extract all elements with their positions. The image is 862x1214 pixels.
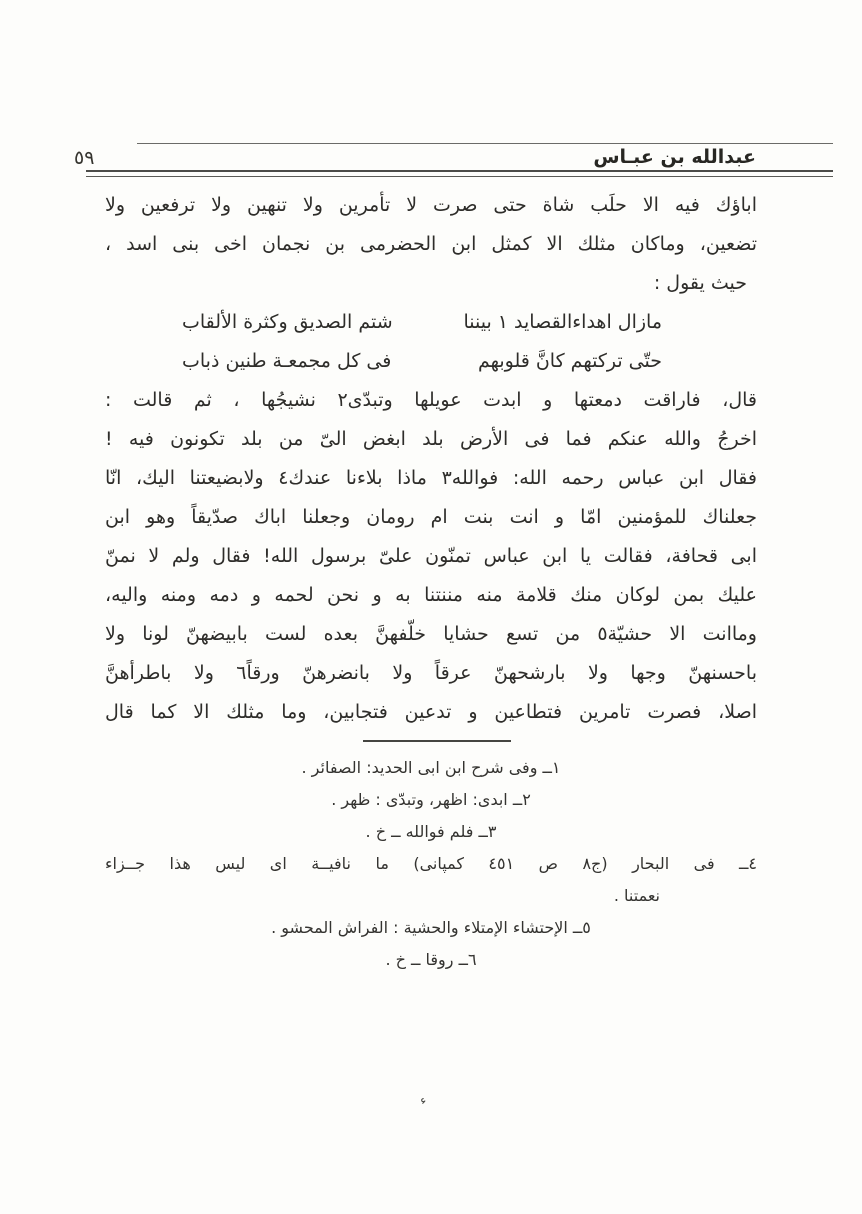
text-line: باحسنهنّ وجها ولا بارشحهنّ عرقاً ولا بانضرهنّ ورقاً٦ ولا باطرأهنَّ	[105, 662, 757, 684]
text-line: فقال ابن عباس رحمه الله: فوالله٣ ماذا بلاءنا عندك٤ ولابضيعتنا اليك، انّا	[105, 467, 757, 489]
text-line: وماانت الا حشيّة٥ من تسع حشايا خلّفهنَّ بعده لست بابيضهنّ لونا ولا	[105, 623, 757, 645]
text-line: اباؤك فيه الا حلَب شاة حتى صرت لا تأمرين ولا تنهين ولا ترفعين ولا	[105, 194, 757, 216]
text-line: ابى قحافة، فقالت يا ابن عباس تمنّون علىّ برسول الله! فقال ولم لا نمنّ	[105, 545, 757, 567]
footnote-1: ١ــ وفى شرح ابن ابى الحديد: الصفائر .	[301, 758, 561, 777]
stray-ink-mark: ء	[417, 1092, 429, 1108]
text-line: اصلا، فصرت تامرين فتطاعين و تدعين فتجابين، وما مثلك الا كما قال	[105, 701, 757, 723]
footnote-6: ٦ــ روقا ــ خ .	[385, 950, 477, 969]
poetry-line	[182, 303, 662, 342]
page-number: ٥٩	[74, 147, 95, 169]
footnote-separator-rule	[363, 740, 511, 742]
footnote-5: ٥ــ الإحتشاء الإمتلاء والحشية : الفراش المحشو .	[271, 918, 591, 937]
hemistich-left: فى كل مجمعـة طنين ذباب	[182, 350, 392, 372]
text-line: تضعين، وماكان مثلك الا كمثل ابن الحضرمى بن نجمان اخى بنى اسد ،	[105, 233, 757, 255]
text-line: قال، فاراقت دمعتها و ابدت عويلها وتبدّى٢ نشيجُها ، ثم قالت :	[105, 389, 757, 411]
footnote-4-line-1: ٤ــ فى البحار (ج٨ ص ٤٥١ كمپانى) ما نافيــة اى ليس هذا جــزاء	[105, 854, 757, 873]
footnotes-block	[105, 752, 757, 976]
footnote-4-line-2: نعمتنا .	[613, 886, 660, 905]
footnote-3: ٣ــ فلم فوالله ــ خ .	[365, 822, 497, 841]
hemistich-right: مازال اهداءالقصايد ١ بيننا	[463, 311, 662, 333]
footnote-2: ٢ــ ابدى: اظهر، وتبدّى : ظهر .	[331, 790, 531, 809]
text-line: حيث يقول :	[653, 272, 747, 294]
text-line: عليك بمن لوكان منك قلامة منه مننتنا به و نحن لحمه و دمه ومنه واليه،	[105, 584, 757, 606]
text-line: جعلناك للمؤمنين امّا و انت بنت ام رومان وجعلنا اباك صدّيقاً وهو ابن	[105, 506, 757, 528]
header-top-rule	[137, 143, 833, 144]
hemistich-left: شتم الصديق وكثرة الألقاب	[182, 311, 393, 333]
text-line: اخرجُ والله عنكم فما فى الأرض بلد ابغض الىّ من بلد تكونون فيه !	[105, 428, 757, 450]
header-double-rule	[86, 170, 833, 177]
running-head-title: عبدالله بن عبـاس	[593, 146, 756, 168]
main-text-block	[105, 186, 757, 732]
hemistich-right: حتّى تركتهم كانَّ قلوبهم	[477, 350, 662, 372]
poetry-line	[182, 342, 662, 381]
